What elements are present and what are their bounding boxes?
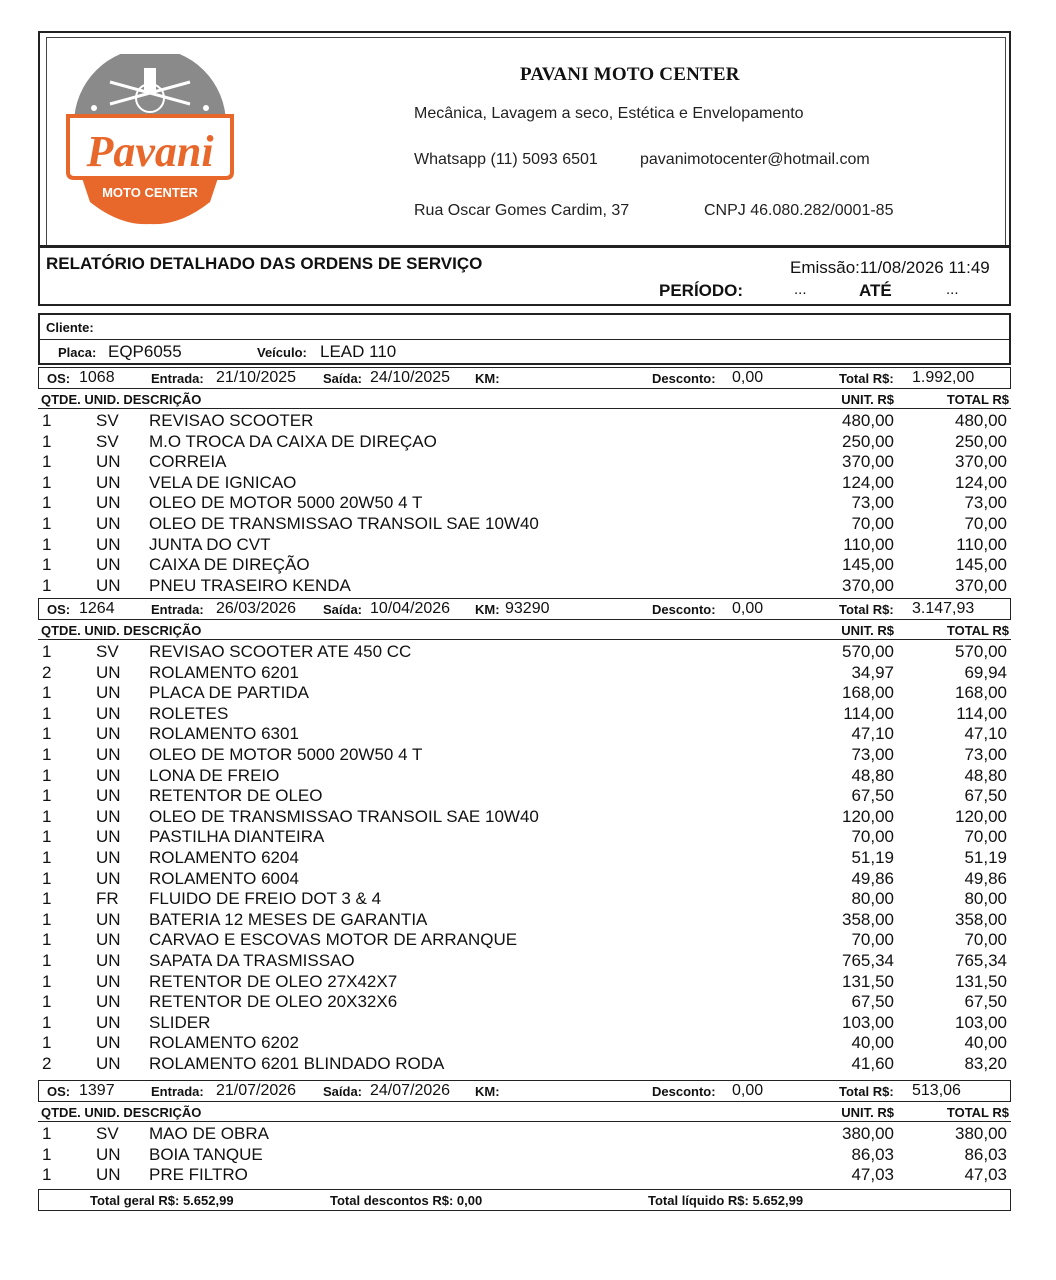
item-qty: 1 [42,514,52,533]
item-description: REVISAO SCOOTER ATE 450 CC [149,642,412,661]
item-unit-price: 49,86 [851,868,894,888]
discount-value: 0,00 [732,600,764,617]
item-qty: 1 [42,1033,52,1053]
item-description: PLACA DE PARTIDA [149,683,309,703]
item-description: VELA DE IGNICAO [149,472,297,492]
os-header-row [38,367,1011,389]
item-total: 250,00 [955,431,1007,451]
item-unit: UN [96,1144,121,1164]
item-unit-price: 80,00 [851,889,894,909]
item-unit-price: 70,00 [851,514,894,533]
item-description: SLIDER [149,1012,211,1032]
item-row [38,641,1011,662]
item-unit: UN [96,534,121,554]
item-row [38,1012,1011,1033]
item-unit: UN [96,992,121,1012]
item-qty: 1 [42,1144,52,1164]
item-qty: 1 [42,930,52,950]
item-total: 70,00 [964,514,1007,533]
item-description: CAIXA DE DIREÇÃO [149,555,310,575]
item-qty: 1 [42,683,52,703]
item-unit: UN [96,745,121,764]
item-description: OLEO DE MOTOR 5000 20W50 4 T [149,745,423,764]
item-unit-price: 380,00 [842,1124,894,1143]
item-unit-price: 73,00 [851,493,894,513]
item-unit-price: 145,00 [842,555,894,575]
item-row [38,723,1011,744]
item-row [38,847,1011,868]
logo-text: Pavani [86,127,214,176]
discount-value: 0,00 [732,369,764,386]
item-unit-price: 480,00 [842,411,894,430]
item-qty: 1 [42,806,52,826]
entry-label: Entrada: [151,1084,204,1099]
col-qtde-unid-desc: QTDE. UNID. DESCRIÇÃO [41,1105,202,1120]
item-unit-price: 765,34 [842,951,894,970]
period-from: ... [794,281,807,298]
item-description: RETENTOR DE OLEO [149,786,323,806]
item-total: 73,00 [964,745,1007,764]
item-unit: UN [96,951,121,970]
entry-date: 26/03/2026 [216,600,297,617]
item-row [38,1164,1011,1185]
item-unit-price: 110,00 [843,534,894,554]
os-total-value: 1.992,00 [912,369,975,386]
item-qty: 1 [42,992,52,1012]
item-total: 80,00 [964,889,1007,909]
item-description: CARVAO E ESCOVAS MOTOR DE ARRANQUE [149,930,518,950]
item-qty: 1 [42,827,52,847]
discount-label: Desconto: [652,602,716,617]
discount-label: Desconto: [652,1084,716,1099]
item-qty: 1 [42,745,52,764]
item-total: 70,00 [964,827,1007,847]
item-unit-price: 114,00 [843,703,894,723]
entry-date: 21/07/2026 [216,1082,297,1099]
item-unit: UN [96,514,121,533]
item-unit: UN [96,1033,121,1053]
item-row [38,929,1011,950]
item-qty: 1 [42,765,52,785]
column-header [38,620,1011,640]
item-total: 48,80 [964,765,1007,785]
item-description: PASTILHA DIANTEIRA [149,827,325,847]
item-row [38,513,1011,534]
os-label: OS: [47,602,71,617]
item-row [38,909,1011,930]
item-total: 70,00 [964,930,1007,950]
item-row [38,785,1011,806]
item-description: OLEO DE TRANSMISSAO TRANSOIL SAE 10W40 [149,806,539,826]
item-total: 69,94 [964,662,1007,682]
item-description: ROLAMENTO 6201 [149,662,299,682]
col-total: TOTAL R$ [946,392,1009,407]
item-description: FLUIDO DE FREIO DOT 3 & 4 [149,889,382,909]
item-row [38,868,1011,889]
entry-label: Entrada: [151,371,204,386]
item-unit: SV [96,411,119,430]
item-unit-price: 70,00 [851,930,894,950]
until-label: ATÉ [859,281,892,300]
item-unit-price: 103,00 [842,1012,894,1032]
item-unit: UN [96,868,121,888]
item-row [38,971,1011,992]
discount-label: Desconto: [652,371,716,386]
item-description: PRE FILTRO [149,1165,248,1185]
os-total-label: Total R$: [839,1084,894,1099]
col-unit-price: UNIT. R$ [841,1105,894,1120]
item-description: ROLAMENTO 6301 [149,724,299,744]
item-unit-price: 124,00 [842,472,894,492]
item-unit: UN [96,683,121,703]
item-unit-price: 48,80 [851,765,894,785]
item-qty: 1 [42,411,52,430]
item-unit: UN [96,1054,121,1073]
item-qty: 1 [42,642,52,661]
emission-date: Emissão:11/08/2026 11:49 [790,258,990,277]
company-address: Rua Oscar Gomes Cardim, 37 [414,202,630,219]
company-cnpj: CNPJ 46.080.282/0001-85 [704,202,894,219]
item-qty: 1 [42,868,52,888]
item-description: M.O TROCA DA CAIXA DE DIREÇAO [149,431,437,451]
col-total: TOTAL R$ [946,623,1009,638]
item-unit: UN [96,472,121,492]
item-qty: 1 [42,575,52,595]
item-description: ROLAMENTO 6004 [149,868,299,888]
item-row [38,950,1011,971]
os-label: OS: [47,1084,71,1099]
item-qty: 1 [42,786,52,806]
os-total-label: Total R$: [839,371,894,386]
item-description: REVISAO SCOOTER [149,411,314,430]
item-row [38,554,1011,575]
item-unit: UN [96,1012,121,1032]
total-descontos: Total descontos R$: 0,00 [330,1193,483,1208]
item-unit-price: 86,03 [851,1144,894,1164]
item-row [38,534,1011,555]
item-unit: UN [96,909,121,929]
item-unit: UN [96,452,121,472]
item-description: JUNTA DO CVT [149,534,271,554]
item-row [38,472,1011,493]
item-qty: 1 [42,1124,52,1143]
item-description: RETENTOR DE OLEO 20X32X6 [149,992,398,1012]
item-unit-price: 168,00 [842,683,894,703]
item-row [38,765,1011,786]
item-description: SAPATA DA TRASMISSAO [149,951,355,970]
col-qtde-unid-desc: QTDE. UNID. DESCRIÇÃO [41,623,202,638]
plate-value: EQP6055 [108,342,182,361]
item-row [38,1123,1011,1144]
client-box [38,313,1011,365]
item-unit-price: 73,00 [851,745,894,764]
item-qty: 1 [42,703,52,723]
os-number: 1068 [79,369,115,386]
km-label: KM: [475,602,500,617]
item-unit-price: 67,50 [851,992,894,1012]
item-total: 145,00 [955,555,1007,575]
item-unit-price: 370,00 [842,452,894,472]
item-total: 380,00 [955,1124,1007,1143]
item-unit: UN [96,703,121,723]
item-unit: UN [96,765,121,785]
logo-subtext: MOTO CENTER [102,185,198,200]
plate-label: Placa: [58,345,97,360]
item-qty: 1 [42,472,52,492]
exit-label: Saída: [323,371,363,386]
item-qty: 1 [42,493,52,513]
item-unit: UN [96,971,121,991]
item-row [38,744,1011,765]
item-qty: 1 [42,452,52,472]
item-row [38,662,1011,683]
company-name: PAVANI MOTO CENTER [520,64,740,85]
item-description: LONA DE FREIO [149,765,280,785]
item-total: 47,03 [964,1165,1007,1185]
item-total: 131,50 [955,971,1007,991]
item-qty: 1 [42,951,52,970]
item-row [38,431,1011,452]
item-total: 73,00 [964,493,1007,513]
km-value: 93290 [505,600,550,617]
item-description: OLEO DE TRANSMISSAO TRANSOIL SAE 10W40 [149,514,539,533]
entry-label: Entrada: [151,602,204,617]
item-total: 114,00 [956,703,1007,723]
item-description: RETENTOR DE OLEO 27X42X7 [149,971,398,991]
item-unit: UN [96,575,121,595]
item-qty: 2 [42,662,52,682]
item-total: 168,00 [955,683,1007,703]
item-total: 83,20 [964,1054,1007,1073]
os-header-row [38,1080,1011,1102]
item-unit-price: 370,00 [842,575,894,595]
item-unit: UN [96,662,121,682]
item-total: 103,00 [955,1012,1007,1032]
item-unit-price: 570,00 [842,642,894,661]
item-qty: 1 [42,1012,52,1032]
item-row [38,826,1011,847]
exit-date: 24/10/2025 [370,369,451,386]
item-unit-price: 120,00 [842,806,894,826]
os-total-value: 3.147,93 [912,600,975,617]
item-unit-price: 40,00 [851,1033,894,1053]
item-row [38,703,1011,724]
col-unit-price: UNIT. R$ [841,392,894,407]
company-email: pavanimotocenter@hotmail.com [640,151,870,168]
item-unit: UN [96,555,121,575]
item-unit: UN [96,493,121,513]
item-unit: UN [96,786,121,806]
exit-label: Saída: [323,1084,363,1099]
client-label: Cliente: [46,320,94,335]
entry-date: 21/10/2025 [216,369,297,386]
item-total: 67,50 [964,786,1007,806]
period-to: ... [946,281,959,298]
item-unit-price: 358,00 [842,909,894,929]
pavani-logo [60,54,240,226]
item-unit: UN [96,930,121,950]
total-geral: Total geral R$: 5.652,99 [90,1193,234,1208]
os-number: 1264 [79,600,115,617]
exit-label: Saída: [323,602,363,617]
item-total: 86,03 [964,1144,1007,1164]
item-description: BOIA TANQUE [149,1144,263,1164]
item-row [38,682,1011,703]
item-row [38,451,1011,472]
item-unit-price: 47,03 [851,1165,894,1185]
vehicle-value: LEAD 110 [320,342,397,361]
km-label: KM: [475,1084,500,1099]
item-unit: UN [96,827,121,847]
item-description: ROLAMENTO 6201 BLINDADO RODA [149,1054,445,1073]
item-unit: SV [96,431,119,451]
vehicle-label: Veículo: [257,345,307,360]
item-total: 51,19 [964,848,1007,867]
item-qty: 1 [42,909,52,929]
item-unit-price: 34,97 [851,662,894,682]
exit-date: 24/07/2026 [370,1082,451,1099]
item-qty: 1 [42,724,52,744]
item-qty: 1 [42,431,52,451]
os-total-label: Total R$: [839,602,894,617]
item-unit: UN [96,848,121,867]
item-qty: 1 [42,534,52,554]
item-unit: SV [96,1124,119,1143]
km-label: KM: [475,371,500,386]
item-row [38,575,1011,596]
item-description: OLEO DE MOTOR 5000 20W50 4 T [149,493,423,513]
item-unit-price: 47,10 [851,724,894,744]
item-unit: SV [96,642,119,661]
col-total: TOTAL R$ [946,1105,1009,1120]
item-qty: 1 [42,971,52,991]
column-header [38,1102,1011,1122]
item-total: 480,00 [955,411,1007,430]
item-row [38,991,1011,1012]
company-whatsapp: Whatsapp (11) 5093 6501 [414,151,598,168]
item-total: 124,00 [955,472,1007,492]
item-unit-price: 41,60 [851,1054,894,1073]
item-total: 370,00 [955,452,1007,472]
company-services: Mecânica, Lavagem a seco, Estética e Envelopamento [414,105,804,122]
item-qty: 2 [42,1054,52,1073]
item-total: 47,10 [964,724,1007,744]
item-total: 370,00 [955,575,1007,595]
item-unit-price: 250,00 [842,431,894,451]
item-row [38,1053,1011,1074]
item-unit-price: 51,19 [851,848,894,867]
total-liquido: Total líquido R$: 5.652,99 [648,1193,804,1208]
item-total: 120,00 [955,806,1007,826]
item-total: 67,50 [964,992,1007,1012]
item-qty: 1 [42,889,52,909]
item-description: BATERIA 12 MESES DE GARANTIA [149,909,428,929]
item-total: 358,00 [955,909,1007,929]
item-unit-price: 131,50 [842,971,894,991]
item-unit: FR [96,889,119,909]
item-description: ROLAMENTO 6202 [149,1033,299,1053]
report-title: RELATÓRIO DETALHADO DAS ORDENS DE SERVIÇO [46,254,483,273]
item-total: 40,00 [964,1033,1007,1053]
item-total: 570,00 [955,642,1007,661]
item-row [38,888,1011,909]
col-unit-price: UNIT. R$ [841,623,894,638]
item-qty: 1 [42,555,52,575]
item-unit-price: 67,50 [851,786,894,806]
item-unit-price: 70,00 [851,827,894,847]
column-header [38,389,1011,409]
item-description: ROLAMENTO 6204 [149,848,299,867]
item-total: 765,34 [955,951,1007,970]
item-row [38,806,1011,827]
item-row [38,1032,1011,1053]
exit-date: 10/04/2026 [370,600,451,617]
item-total: 49,86 [964,868,1007,888]
os-label: OS: [47,371,71,386]
item-row [38,410,1011,431]
item-total: 110,00 [956,534,1007,554]
discount-value: 0,00 [732,1082,764,1099]
item-description: CORREIA [149,452,227,472]
col-qtde-unid-desc: QTDE. UNID. DESCRIÇÃO [41,392,202,407]
item-unit: UN [96,806,121,826]
item-description: PNEU TRASEIRO KENDA [149,575,351,595]
item-description: MAO DE OBRA [149,1124,269,1143]
item-row [38,492,1011,513]
period-label: PERÍODO: [659,281,744,300]
item-unit: UN [96,1165,121,1185]
item-description: ROLETES [149,703,229,723]
os-total-value: 513,06 [912,1082,961,1099]
item-row [38,1144,1011,1165]
os-header-row [38,598,1011,620]
item-qty: 1 [42,1165,52,1185]
item-unit: UN [96,724,121,744]
item-qty: 1 [42,848,52,867]
os-number: 1397 [79,1082,115,1099]
